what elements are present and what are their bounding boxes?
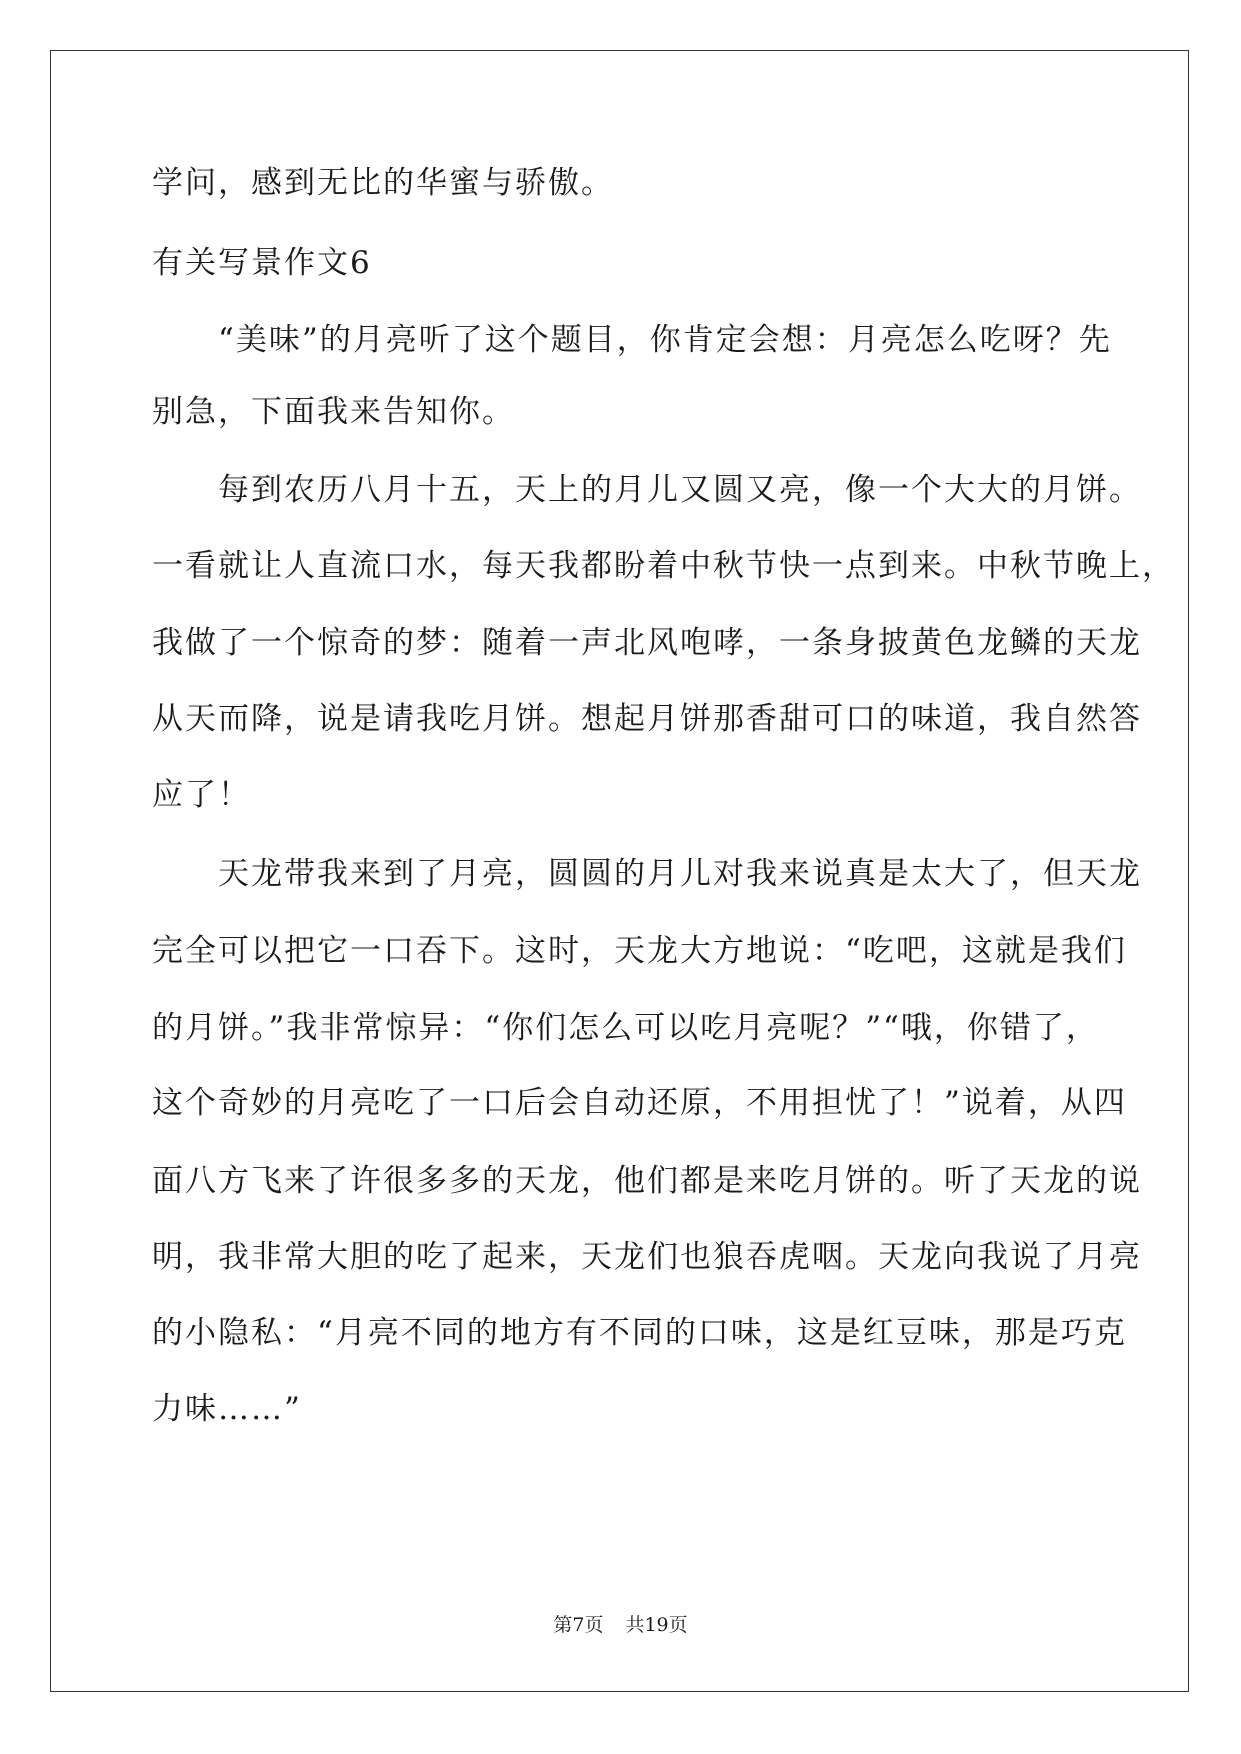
section-heading: 有关写景作文6 xyxy=(152,245,372,281)
text-line: 应了！ xyxy=(152,777,251,813)
text-line: 力味……” xyxy=(152,1391,302,1427)
text-line: 从天而降，说是请我吃月饼。想起月饼那香甜可口的味道，我自然答 xyxy=(152,701,1142,737)
text-line: 的小隐私：“月亮不同的地方有不同的口味，这是红豆味，那是巧克 xyxy=(152,1315,1127,1351)
text-line: 我做了一个惊奇的梦：随着一声北风咆哮，一条身披黄色龙鳞的天龙 xyxy=(152,625,1142,661)
text-line: 明，我非常大胆的吃了起来，天龙们也狼吞虎咽。天龙向我说了月亮 xyxy=(152,1239,1142,1275)
text-line: 面八方飞来了许很多多的天龙，他们都是来吃月饼的。听了天龙的说 xyxy=(152,1163,1142,1199)
text-line: 每到农历八月十五，天上的月儿又圆又亮，像一个大大的月饼。 xyxy=(152,472,1142,508)
text-line: 天龙带我来到了月亮，圆圆的月儿对我来说真是太大了，但天龙 xyxy=(152,856,1142,892)
text-line: 的月饼。”我非常惊异：“你们怎么可以吃月亮呢？”“哦，你错了， xyxy=(152,1010,1099,1046)
text-line: 别急，下面我来告知你。 xyxy=(152,394,515,430)
text-line: “美味”的月亮听了这个题目，你肯定会想：月亮怎么吃呀？先 xyxy=(152,322,1112,358)
text-line: 一看就让人直流口水，每天我都盼着中秋节快一点到来。中秋节晚上， xyxy=(152,548,1175,584)
page-total: 共19页 xyxy=(625,1614,688,1636)
page-footer xyxy=(0,1613,1241,1637)
page-number: 第7页 xyxy=(553,1614,604,1636)
text-line: 这个奇妙的月亮吃了一口后会自动还原，不用担忧了！”说着，从四 xyxy=(152,1085,1127,1121)
text-line: 完全可以把它一口吞下。这时，天龙大方地说：“吃吧，这就是我们 xyxy=(152,933,1127,969)
text-line: 学问，感到无比的华蜜与骄傲。 xyxy=(152,165,614,201)
